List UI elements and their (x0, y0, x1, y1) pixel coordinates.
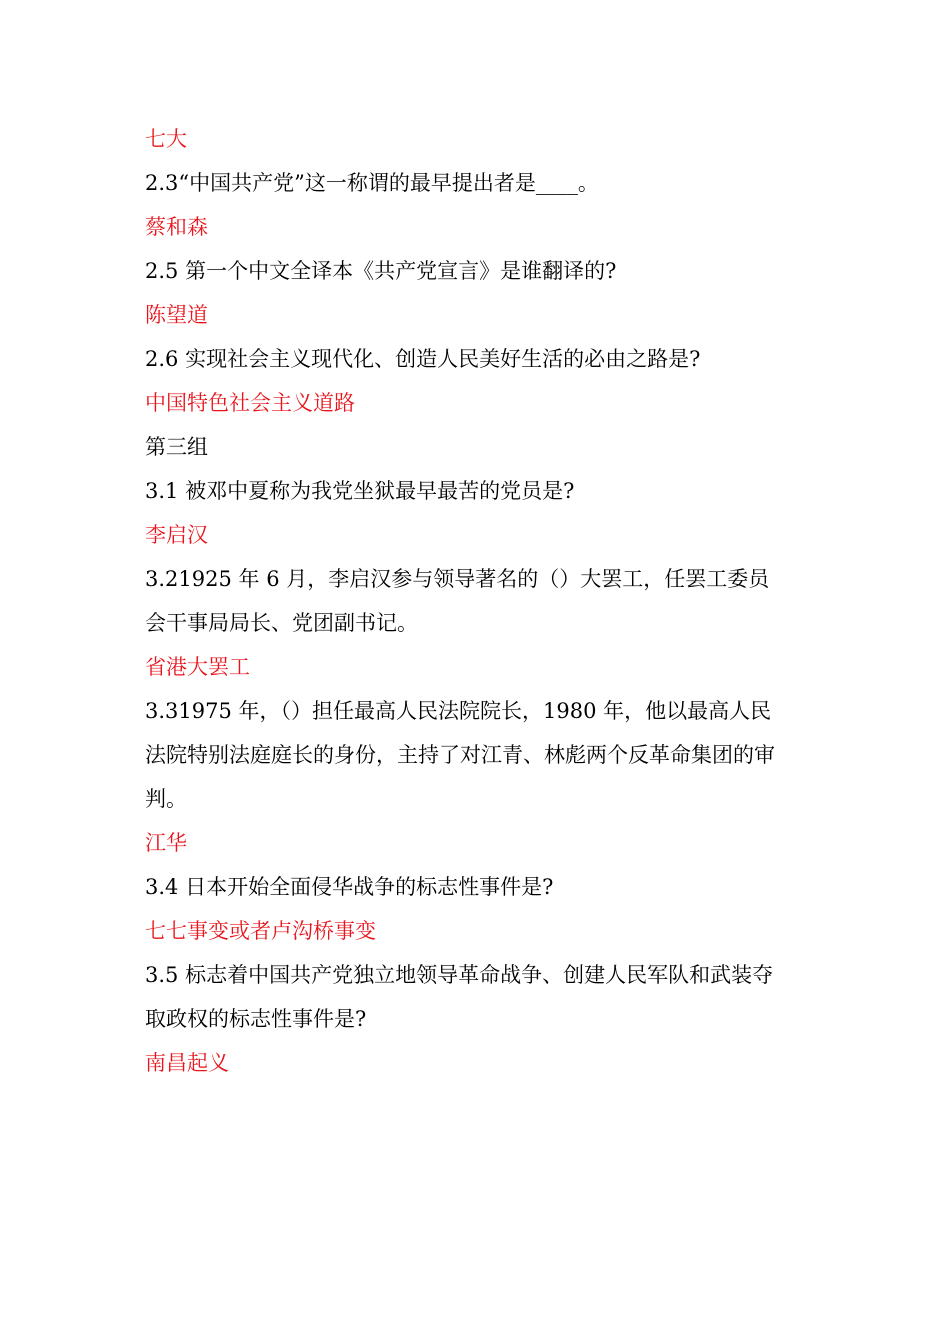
section-heading: 第三组 (145, 435, 208, 459)
question-line: 判。 (145, 787, 187, 811)
answer-line: 江华 (145, 831, 187, 855)
question-line: 法院特别法庭庭长的身份，主持了对江青、林彪两个反革命集团的审 (145, 743, 775, 767)
answer-line: 七大 (145, 127, 187, 151)
answer-line: 陈望道 (145, 303, 208, 327)
question-line: 3.4 日本开始全面侵华战争的标志性事件是? (145, 875, 554, 899)
answer-line: 七七事变或者卢沟桥事变 (145, 919, 376, 943)
question-line: 取政权的标志性事件是? (145, 1007, 367, 1031)
question-line: 2.6 实现社会主义现代化、创造人民美好生活的必由之路是? (145, 347, 701, 371)
question-line: 会干事局局长、党团副书记。 (145, 611, 418, 635)
question-line: 3.31975 年，（）担任最高人民法院院长，1980 年，他以最高人民 (145, 699, 772, 723)
question-line: 2.5 第一个中文全译本《共产党宣言》是谁翻译的? (145, 259, 617, 283)
question-line: 2.3“中国共产党”这一称谓的最早提出者是____。 (145, 171, 599, 195)
answer-line: 省港大罢工 (145, 655, 250, 679)
question-line: 3.1 被邓中夏称为我党坐狱最早最苦的党员是? (145, 479, 575, 503)
question-line: 3.21925 年 6 月，李启汉参与领导著名的（）大罢工，任罢工委员 (145, 567, 770, 591)
question-line: 3.5 标志着中国共产党独立地领导革命战争、创建人民军队和武装夺 (145, 963, 774, 987)
answer-line: 蔡和森 (145, 215, 208, 239)
answer-line: 李启汉 (145, 523, 208, 547)
answer-line: 南昌起义 (145, 1051, 229, 1075)
answer-line: 中国特色社会主义道路 (145, 391, 355, 415)
